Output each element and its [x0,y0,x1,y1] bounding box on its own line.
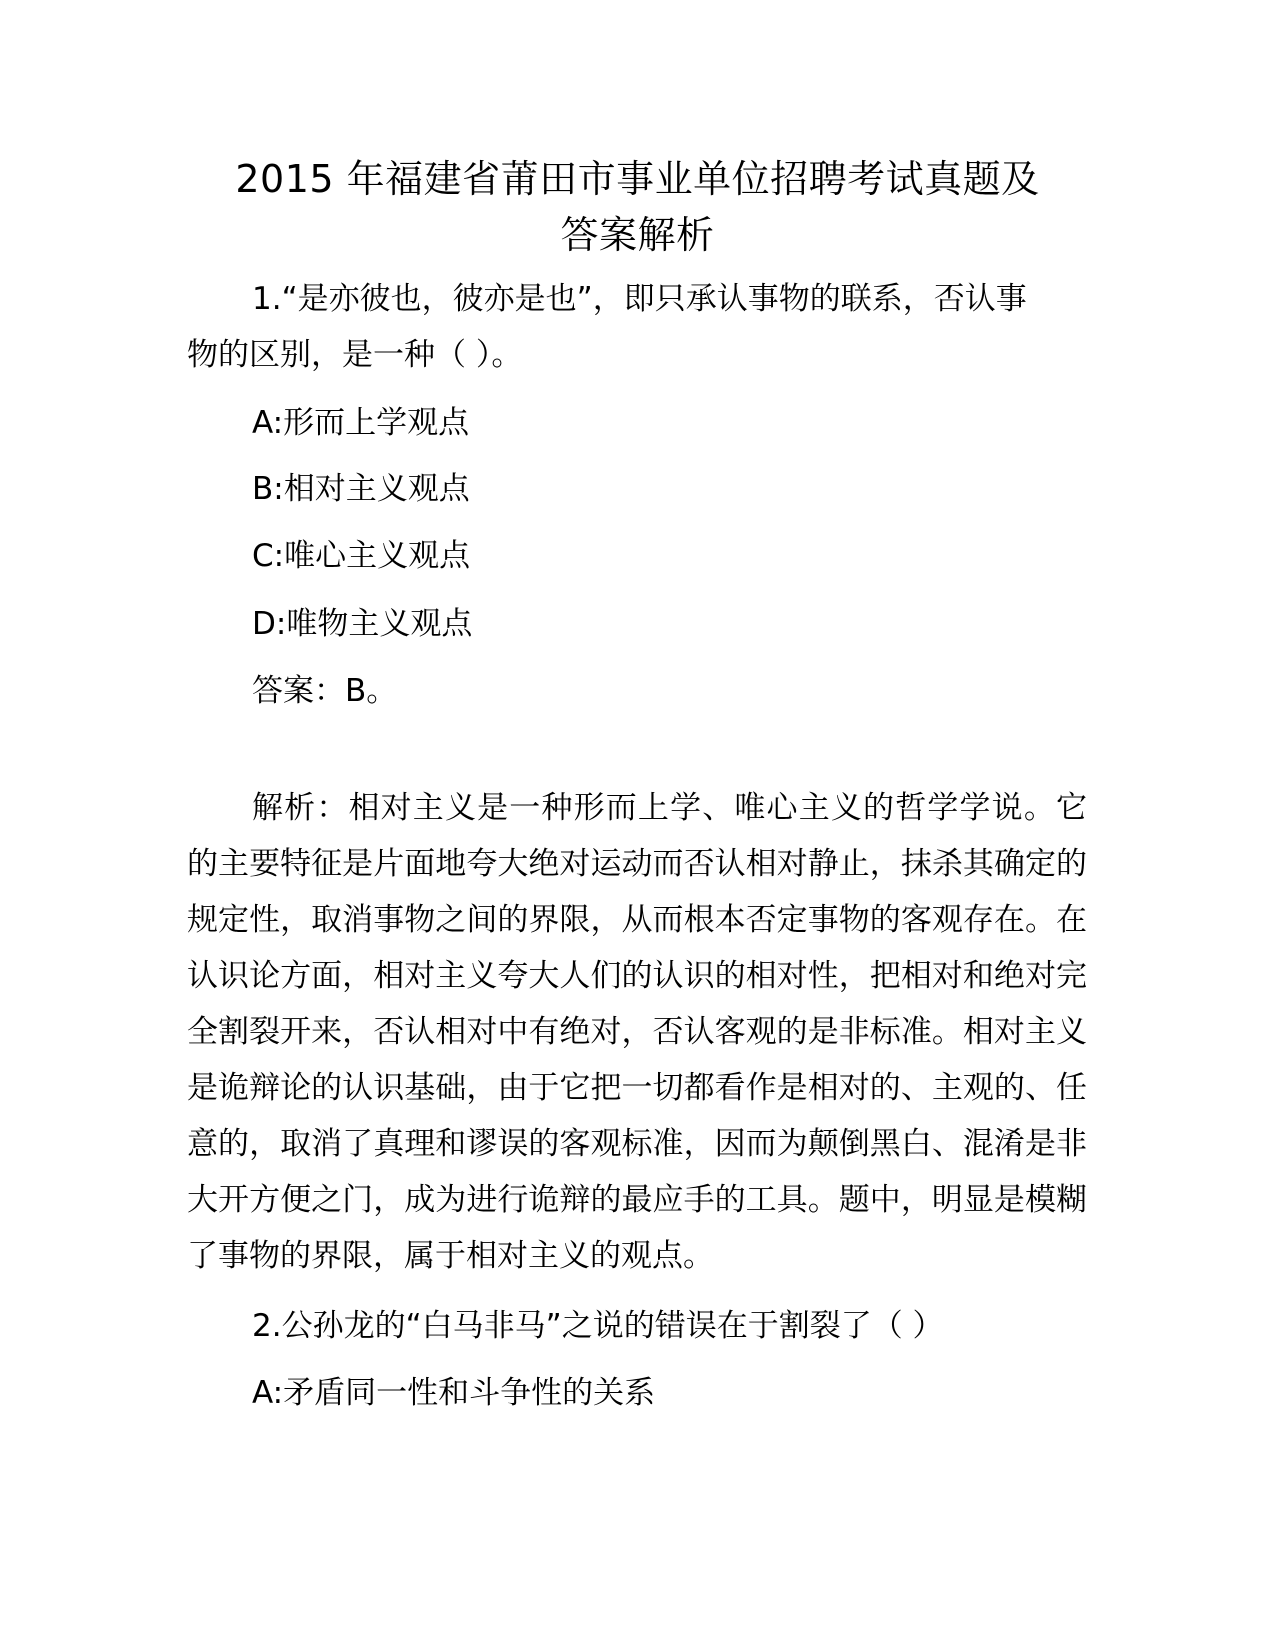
q1-analysis: 解析：相对主义是一种形而上学、唯心主义的哲学学说。它的主要特征是片面地夸大绝对运动而否认相对静止，抹杀其确定的规定性，取消事物之间的界限，从而根本否定事物的客观存在。在认识论方面，相对主义夸大人们的认识的相对性，把相对和绝对完全割裂开来，否认相对中有绝对，否认客观的是非标准。相对主义是诡辩论的认识基础，由于它把一切都看作是相对的、主观的、任意的，取消了真理和谬误的客观标准，因而为颠倒黑白、混淆是非大开方便之门，成为进行诡辩的最应手的工具。题中，明显是模糊了事物的界限，属于相对主义的观点。 [187,790,1087,1274]
q1-option-a: A:形而上学观点 [252,405,470,441]
q1-option-d: D:唯物主义观点 [252,606,473,642]
q1-answer: 答案：B。 [252,673,398,709]
document-title-line-2: 答案解析 [560,213,715,257]
q2-option-a: A:矛盾同一性和斗争性的关系 [252,1375,656,1411]
q1-option-b: B:相对主义观点 [252,471,470,507]
q1-stem-line-1: 1.“是亦彼也，彼亦是也”，即只承认事物的联系，否认事 [252,281,1027,317]
q2-stem: 2.公孙龙的“白马非马”之说的错误在于割裂了（ ） [252,1308,944,1344]
q1-option-c: C:唯心主义观点 [252,538,471,574]
q1-stem-line-2: 物的区别，是一种（ ）。 [187,337,523,373]
document-title-line-1: 2015 年福建省莆田市事业单位招聘考试真题及 [235,157,1040,201]
